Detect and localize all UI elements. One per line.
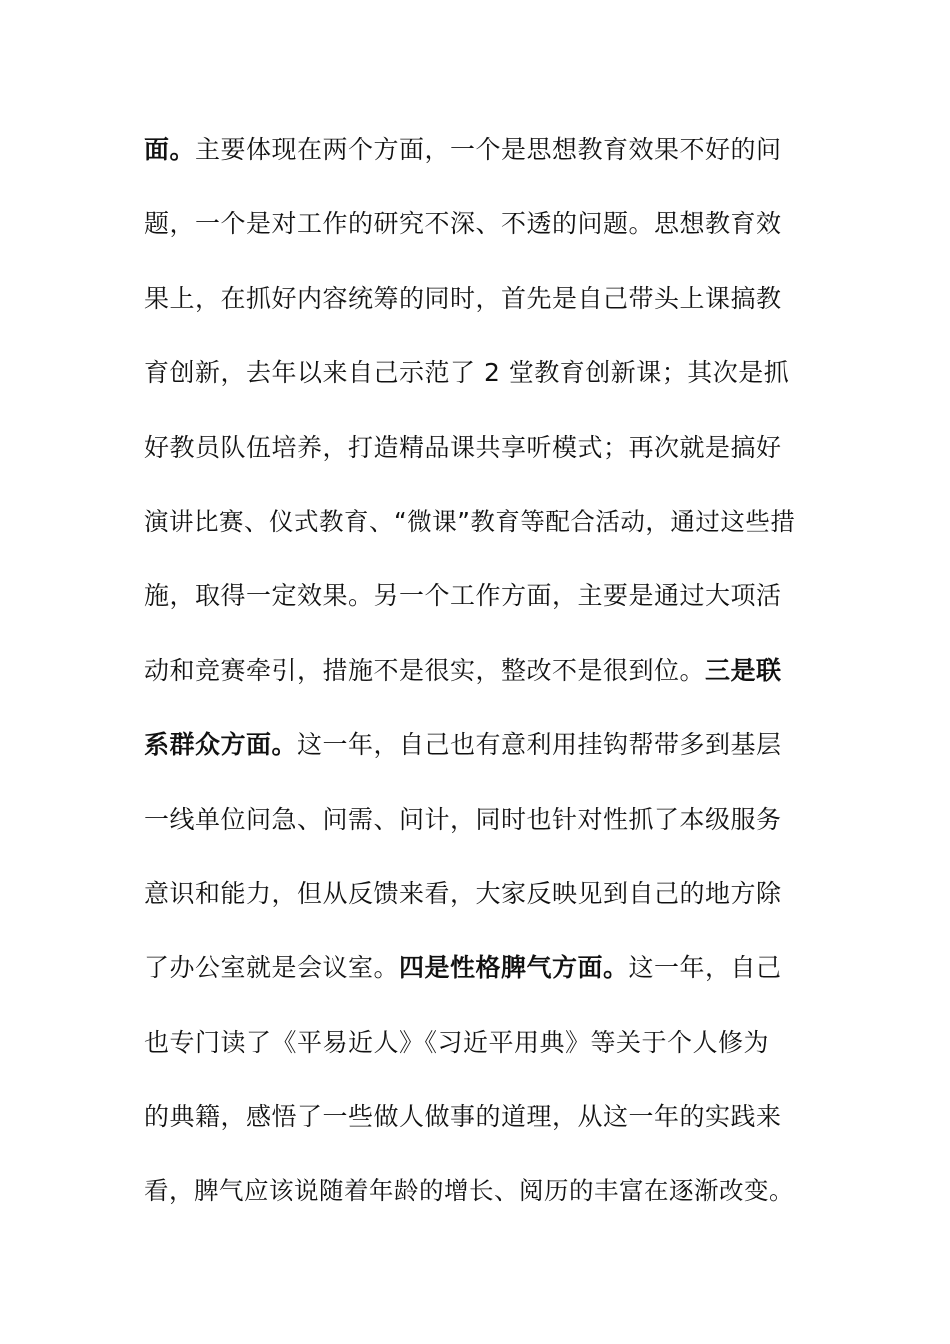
text-run: 动和竞赛牵引，措施不是很实，整改不是很到位。 [144,655,706,685]
text-line [144,783,806,857]
text-line [144,411,806,485]
text-run: 育创新，去年以来自己示范了 2 堂教育创新课；其次是抓 [144,358,790,388]
text-run: 一线单位问急、问需、问计，同时也针对性抓了本级服务 [144,804,782,834]
body-paragraph [144,113,806,1229]
text-run: 演讲比赛、仪式教育、“微课”教育等配合活动，通过这些措 [144,506,796,536]
text-line [144,708,806,782]
text-line [144,336,806,410]
text-run: 这一年，自己 [628,953,782,983]
text-line [144,485,806,559]
text-run: 好教员队伍培养，打造精品课共享听模式；再次就是搞好 [144,432,782,462]
bold-heading: 面。 [144,135,196,164]
text-line [144,1080,806,1154]
text-run: 看，脾气应该说随着年龄的增长、阅历的丰富在逐渐改变。 [144,1176,794,1206]
text-line [144,1006,806,1080]
text-line [144,1154,806,1228]
text-run: 也专门读了《平易近人》《习近平用典》等关于个人修为 [144,1027,770,1057]
text-line [144,559,806,633]
text-line [144,113,806,187]
text-run: 这一年，自己也有意利用挂钩帮带多到基层 [297,730,782,760]
bold-heading: 四是性格脾气方面。 [399,953,629,983]
text-line [144,262,806,336]
text-run: 题，一个是对工作的研究不深、不透的问题。思想教育效 [144,209,782,239]
text-run: 了办公室就是会议室。 [144,953,400,983]
text-run: 主要体现在两个方面，一个是思想教育效果不好的问 [195,135,782,164]
bold-heading: 三是联 [705,655,782,685]
bold-heading: 系群众方面。 [144,730,298,760]
text-line [144,187,806,261]
text-run: 果上，在抓好内容统筹的同时，首先是自己带头上课搞教 [144,283,782,313]
text-line [144,634,806,708]
text-line [144,857,806,931]
text-run: 施，取得一定效果。另一个工作方面，主要是通过大项活 [144,581,782,611]
text-run: 意识和能力，但从反馈来看，大家反映见到自己的地方除 [144,878,782,908]
text-line [144,931,806,1005]
text-run: 的典籍，感悟了一些做人做事的道理，从这一年的实践来 [144,1102,782,1132]
